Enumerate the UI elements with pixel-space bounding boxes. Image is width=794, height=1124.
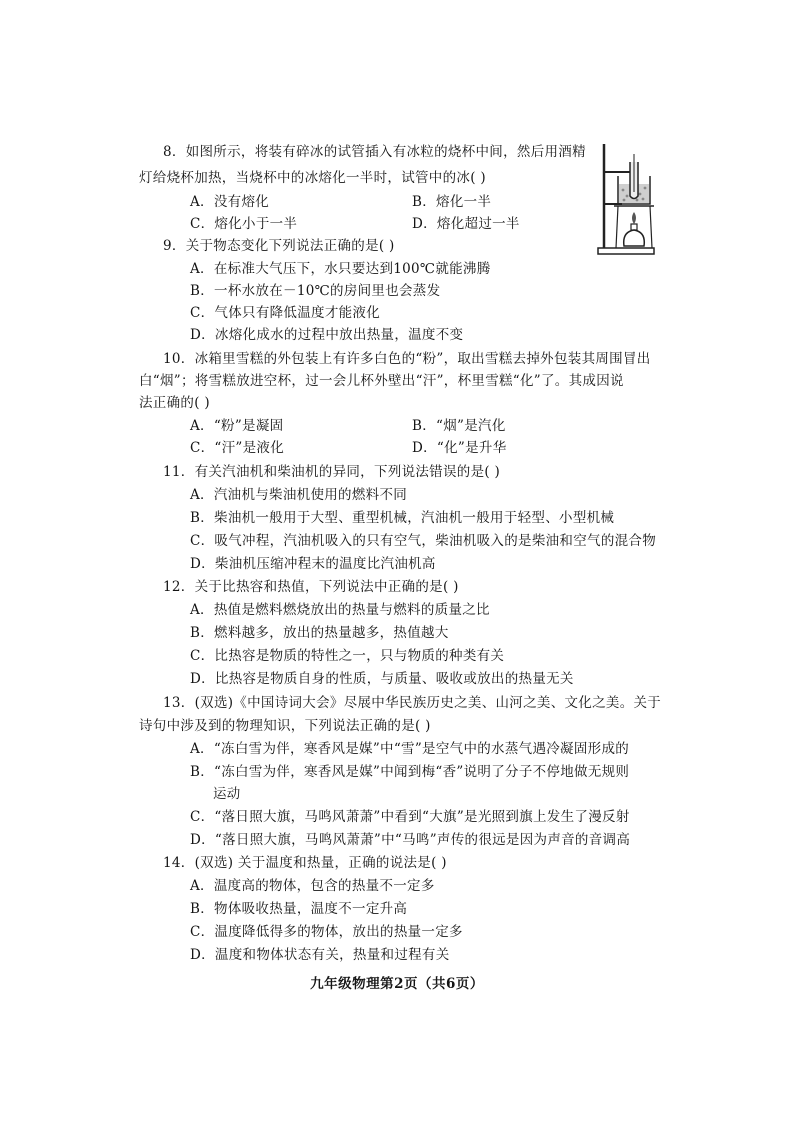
q10-option-d: D．“化”是升华 (412, 440, 507, 456)
q8-option-d: D．熔化超过一半 (412, 216, 520, 232)
q13-stem-line2: 诗句中涉及到的物理知识，下列说法正确的是( ) (139, 718, 431, 734)
q12-option-b: B．燃料越多，放出的热量越多，热值越大 (190, 625, 449, 641)
q10-stem-line3: 法正确的( ) (139, 395, 210, 411)
q10-stem-line1: 10．冰箱里雪糕的外包装上有许多白色的“粉”，取出雪糕去掉外包装其周围冒出 (163, 351, 651, 367)
q11-stem: 11．有关汽油机和柴油机的异同，下列说法错误的是( ) (163, 464, 501, 480)
q12-option-d: D．比热容是物质自身的性质，与质量、吸收或放出的热量无关 (190, 671, 574, 687)
q8-option-b: B．熔化一半 (412, 194, 492, 210)
q10-option-b: B．“烟”是汽化 (412, 418, 506, 434)
q8-stem-line2: 灯给烧杯加热，当烧杯中的冰熔化一半时，试管中的冰( ) (139, 170, 486, 186)
q12-stem: 12．关于比热容和热值，下列说法中正确的是( ) (163, 579, 459, 595)
q8-option-a: A．没有熔化 (190, 194, 270, 210)
q9-stem: 9．关于物态变化下列说法正确的是( ) (163, 238, 395, 254)
q14-stem: 14．(双选) 关于温度和热量，正确的说法是( ) (163, 855, 447, 871)
q13-option-c: C．“落日照大旗，马鸣风萧萧”中看到“大旗”是光照到旗上发生了漫反射 (190, 809, 630, 825)
q13-option-d: D．“落日照大旗，马鸣风萧萧”中“马鸣”声传的很远是因为声音的音调高 (190, 832, 631, 848)
q11-option-d: D．柴油机压缩冲程末的温度比汽油机高 (190, 556, 436, 572)
q9-option-d: D．冰熔化成水的过程中放出热量，温度不变 (190, 327, 464, 343)
q9-option-b: B．一杯水放在－10℃的房间里也会蒸发 (190, 283, 441, 299)
stand-base-icon (598, 248, 654, 254)
flame-icon (632, 212, 636, 224)
heating-apparatus-figure (594, 140, 660, 258)
q10-option-a: A．“粉”是凝固 (190, 418, 284, 434)
q13-option-a: A．“冻白雪为伴，寒香风是媒”中“雪”是空气中的水蒸气遇冷凝固形成的 (190, 741, 630, 757)
alcohol-lamp-icon (624, 230, 645, 246)
q11-option-b: B．柴油机一般用于大型、重型机械，汽油机一般用于轻型、小型机械 (190, 510, 615, 526)
q13-stem-line1: 13．(双选)《中国诗词大会》尽展中华民族历史之美、山河之美、文化之美。关于 (163, 695, 662, 711)
q14-option-b: B．物体吸收热量，温度不一定升高 (190, 901, 408, 917)
q10-stem-line2: 白“烟”；将雪糕放进空杯，过一会儿杯外壁出“汗”，杯里雪糕“化”了。其成因说 (139, 373, 624, 389)
q11-option-a: A．汽油机与柴油机使用的燃料不同 (190, 487, 408, 503)
q9-option-c: C．气体只有降低温度才能液化 (190, 305, 381, 321)
q14-option-a: A．温度高的物体，包含的热量不一定多 (190, 878, 435, 894)
q9-option-a: A．在标准大气压下，水只要达到100℃就能沸腾 (190, 261, 491, 277)
q10-option-c: C．“汗”是液化 (190, 440, 285, 456)
q14-option-d: D．温度和物体状态有关，热量和过程有关 (190, 947, 450, 963)
q13-option-b: B．“冻白雪为伴，寒香风是媒”中闻到梅“香”说明了分子不停地做无规则 (190, 764, 630, 780)
page-footer: 九年级物理第2页（共6页） (310, 976, 484, 992)
q12-option-a: A．热值是燃料燃烧放出的热量与燃料的质量之比 (190, 602, 490, 618)
q8-stem-line1: 8．如图所示，将装有碎冰的试管插入有冰粒的烧杯中间，然后用酒精 (163, 144, 586, 160)
q8-option-c: C．熔化小于一半 (190, 216, 298, 232)
q12-option-c: C．比热容是物质的特性之一，只与物质的种类有关 (190, 648, 505, 664)
q14-option-c: C．温度降低得多的物体，放出的热量一定多 (190, 924, 463, 940)
q11-option-c: C．吸气冲程，汽油机吸入的只有空气，柴油机吸入的是柴油和空气的混合物 (190, 533, 657, 549)
q13-option-b-cont: 运动 (213, 786, 241, 802)
